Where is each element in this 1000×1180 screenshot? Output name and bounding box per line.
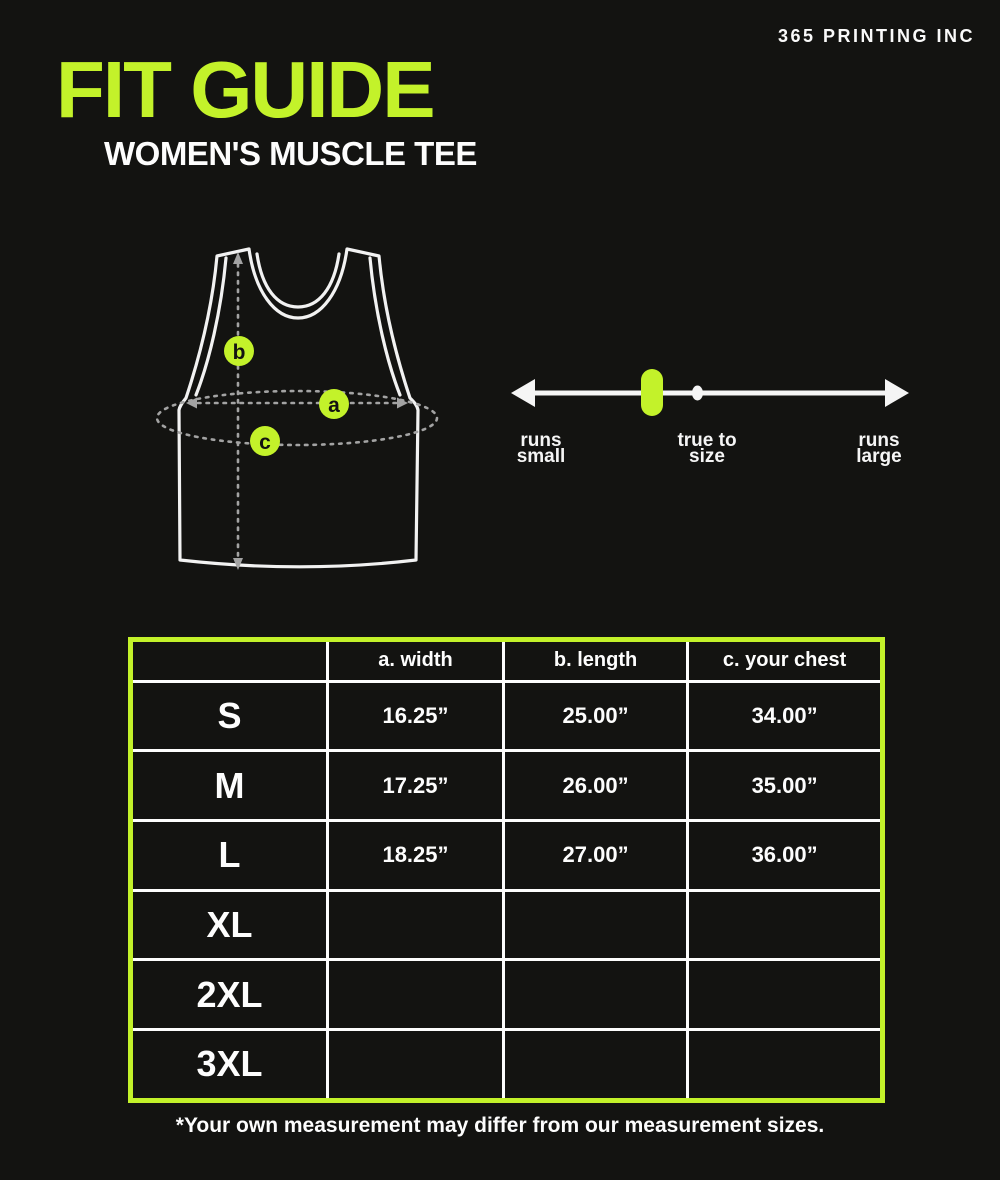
- label-line: true to: [677, 430, 737, 451]
- muscle-tee-diagram: [140, 230, 460, 590]
- length-value: 25.00”: [503, 681, 687, 751]
- scale-arrow-right-icon: [885, 379, 909, 407]
- chest-value: 34.00”: [688, 681, 883, 751]
- width-value: [328, 1029, 504, 1100]
- footnote: *Your own measurement may differ from our measurement sizes.: [175, 1114, 825, 1137]
- size-label: S: [131, 681, 328, 751]
- marker-a-label: a: [328, 394, 340, 417]
- width-value: 17.25”: [328, 751, 504, 821]
- chest-value: [688, 1029, 883, 1100]
- fit-scale-label-true-to-size: [647, 430, 767, 467]
- size-chart-table: [128, 637, 885, 1103]
- table-row: [131, 681, 883, 751]
- length-value: [503, 1029, 687, 1100]
- width-value: 16.25”: [328, 681, 504, 751]
- fit-scale-label-runs-large: [834, 430, 924, 467]
- chest-value: 36.00”: [688, 820, 883, 890]
- tank-top-outline: [179, 249, 418, 567]
- size-label: XL: [131, 890, 328, 960]
- fit-indicator: [641, 369, 663, 416]
- marker-c-label: c: [259, 431, 271, 454]
- chest-measure-ellipse: [157, 391, 437, 445]
- label-line: large: [856, 446, 902, 467]
- table-row: [131, 960, 883, 1030]
- page-subtitle: WOMEN'S MUSCLE TEE: [104, 135, 477, 172]
- table-row: [131, 1029, 883, 1100]
- label-line: runs: [858, 430, 900, 451]
- size-label: L: [131, 820, 328, 890]
- header-cell-length: b. length: [503, 640, 687, 682]
- table-header-row: [131, 640, 883, 682]
- brand-name: 365 PRINTING INC: [777, 26, 975, 46]
- chest-value: [688, 890, 883, 960]
- size-label: M: [131, 751, 328, 821]
- size-label: 3XL: [131, 1029, 328, 1100]
- label-line: small: [516, 446, 566, 467]
- scale-arrow-left-icon: [511, 379, 535, 407]
- width-value: [328, 960, 504, 1030]
- header-cell-blank: [131, 640, 328, 682]
- width-value: [328, 890, 504, 960]
- fit-scale-label-runs-small: [499, 430, 583, 467]
- label-line: size: [689, 446, 725, 467]
- length-value: [503, 960, 687, 1030]
- width-value: 18.25”: [328, 820, 504, 890]
- size-label: 2XL: [131, 960, 328, 1030]
- chest-value: 35.00”: [688, 751, 883, 821]
- table-row: [131, 890, 883, 960]
- right-armhole-inner-line: [370, 258, 400, 395]
- marker-b-label: b: [232, 341, 246, 364]
- diagram-markers: [224, 336, 349, 456]
- table-row: [131, 751, 883, 821]
- fit-scale: [505, 358, 915, 428]
- page-title: FIT GUIDE: [56, 45, 434, 134]
- table-row: [131, 820, 883, 890]
- header-cell-width: a. width: [328, 640, 504, 682]
- length-value: [503, 890, 687, 960]
- true-to-size-tick: [692, 386, 703, 401]
- label-line: runs: [520, 430, 562, 451]
- header-cell-chest: c. your chest: [688, 640, 883, 682]
- length-value: 26.00”: [503, 751, 687, 821]
- collar-inner-line: [257, 254, 339, 307]
- left-armhole-inner-line: [196, 258, 226, 395]
- chest-value: [688, 960, 883, 1030]
- length-value: 27.00”: [503, 820, 687, 890]
